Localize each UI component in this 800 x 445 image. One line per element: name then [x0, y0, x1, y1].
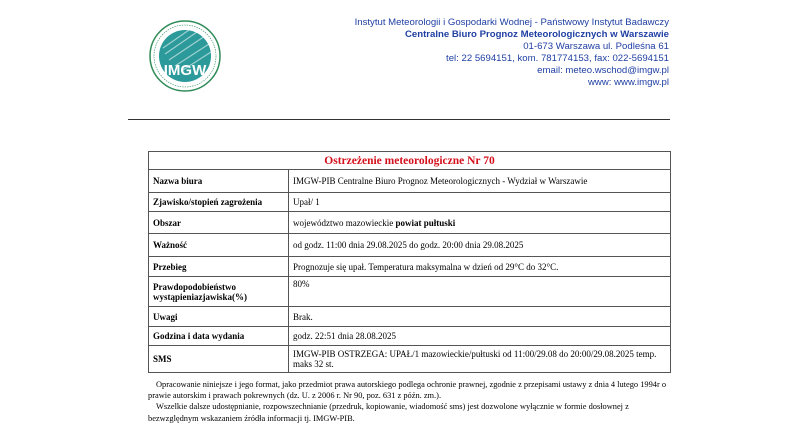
table-row: [149, 277, 671, 307]
table-row: [149, 193, 671, 212]
row-value: IMGW-PIB OSTRZEGA: UPAŁ/1 mazowieckie/pułtuski od 11:00/29.08 do 20:00/29.08.2025 temp. maks 32 st.: [289, 346, 671, 373]
row-key: Uwagi: [149, 307, 289, 327]
row-key: Prawdopodobieństwo wystąpieniazjawiska(%): [149, 277, 289, 307]
header-divider: [128, 119, 670, 120]
row-value: 80%: [289, 277, 671, 307]
warning-title: Ostrzeżenie meteorologiczne Nr 70: [149, 152, 671, 170]
copyright-paragraph: Opracowanie niniejsze i jego format, jako przedmiot prawa autorskiego podlega ochronie prawnej, zgodnie z przepisami ustawy z dnia 4 lutego 1994r o prawie autorskim i prawach pokrewnych (dz. U. z 2006 r. Nr 90, poz. 631 z późn. zm.).: [148, 380, 667, 401]
row-value: Brak.: [289, 307, 671, 327]
imgw-logo-icon: [149, 20, 221, 92]
row-value: [289, 212, 671, 234]
row-key: Przebieg: [149, 257, 289, 277]
row-key: Ważność: [149, 234, 289, 257]
header-office-name: Centralne Biuro Prognoz Meteorologicznych w Warszawie: [404, 28, 669, 40]
row-key: Godzina i data wydania: [149, 327, 289, 346]
row-value: Prognozuje się upał. Temperatura maksymalna w dzień od 29°C do 32°C.: [289, 257, 671, 277]
copyright-notice: [148, 379, 673, 424]
header-website[interactable]: www: www.imgw.pl: [587, 76, 669, 88]
row-value: Upał/ 1: [289, 193, 671, 212]
row-key: Obszar: [149, 212, 289, 234]
header-address: 01-673 Warszawa ul. Podleśna 61: [523, 40, 669, 52]
table-row: [149, 257, 671, 277]
area-district: powiat pułtuski: [395, 217, 456, 228]
row-key: SMS: [149, 346, 289, 373]
header-phone: tel: 22 5694151, kom. 781774153, fax: 022-5694151: [446, 52, 669, 64]
institute-header: [355, 17, 669, 88]
row-value: IMGW-PIB Centralne Biuro Prognoz Meteorologicznych - Wydział w Warszawie: [289, 170, 671, 193]
row-key: Nazwa biura: [149, 170, 289, 193]
table-row: [149, 234, 671, 257]
distribution-paragraph: Wszelkie dalsze udostępnianie, rozpowszechnianie (przedruk, kopiowanie, wiadomość sms) jest dozwolone wyłącznie w formie dosłownej z bezwzględnym wskazaniem źródła informacji tj. IMGW-PIB.: [148, 402, 629, 423]
row-value: godz. 22:51 dnia 28.08.2025: [289, 327, 671, 346]
row-key: Zjawisko/stopień zagrożenia: [149, 193, 289, 212]
area-region: województwo mazowieckie: [293, 217, 396, 228]
table-row: [149, 346, 671, 373]
table-row: [149, 307, 671, 327]
row-value: od godz. 11:00 dnia 29.08.2025 do godz. 20:00 dnia 29.08.2025: [289, 234, 671, 257]
warning-table: [148, 151, 671, 373]
logo-text: IMGW: [163, 62, 207, 79]
table-row: [149, 170, 671, 193]
header-email[interactable]: email: meteo.wschod@imgw.pl: [537, 64, 669, 76]
table-row: [149, 212, 671, 234]
header-institute-name: Instytut Meteorologii i Gospodarki Wodnej - Państwowy Instytut Badawczy: [354, 17, 669, 28]
table-row: [149, 327, 671, 346]
